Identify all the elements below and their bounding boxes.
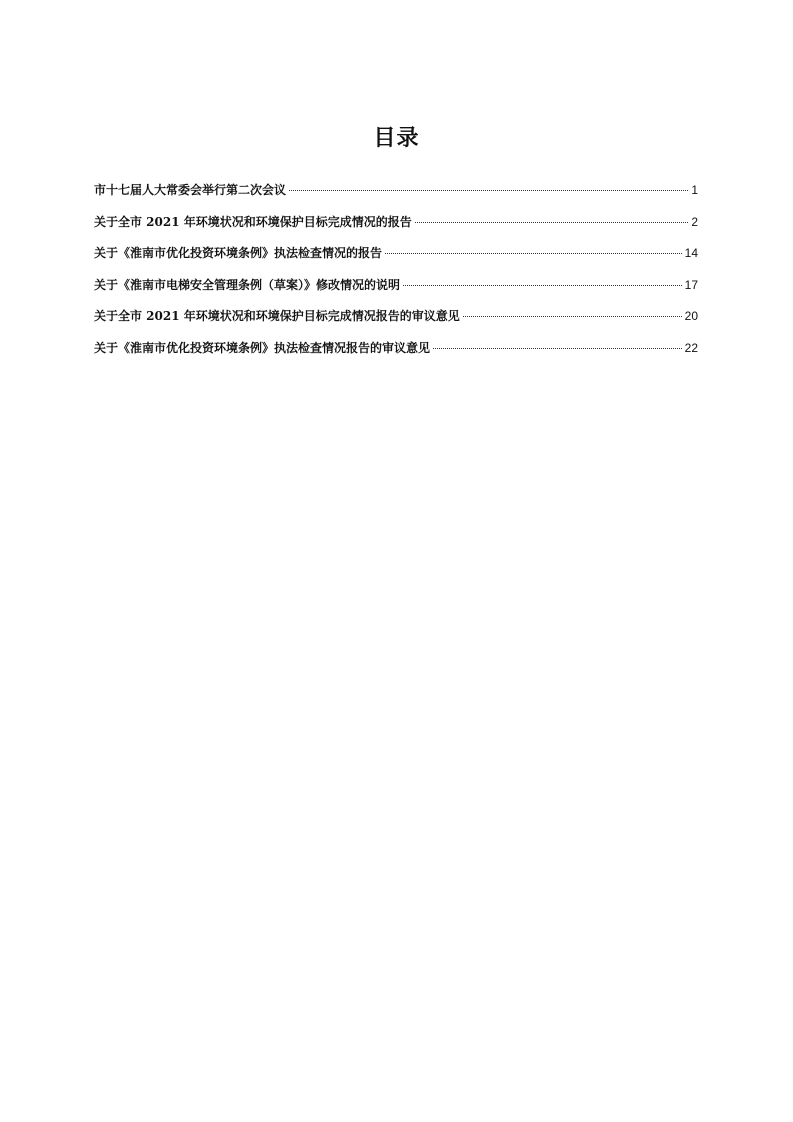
toc-entry[interactable] xyxy=(94,239,698,271)
toc-page-number: 17 xyxy=(684,277,698,292)
toc-entry[interactable] xyxy=(94,334,698,366)
toc-entry[interactable] xyxy=(94,208,698,240)
toc-entry-title: 关于《淮南市优化投资环境条例》执法检查情况的报告 xyxy=(94,246,383,261)
toc-page-number: 1 xyxy=(691,183,698,197)
toc-entry[interactable] xyxy=(94,176,698,208)
toc-entry-title: 关于全市 2021 年环境状况和环境保护目标完成情况的报告 xyxy=(94,214,412,229)
toc-entry[interactable] xyxy=(94,302,698,334)
toc-entry[interactable] xyxy=(94,271,698,303)
toc-leader-dots xyxy=(403,284,682,286)
toc-entry-title: 关于全市 2021 年环境状况和环境保护目标完成情况报告的审议意见 xyxy=(94,309,460,324)
toc-page-number: 14 xyxy=(684,246,698,261)
toc-entry-title: 市十七届人大常委会举行第二次会议 xyxy=(94,183,287,197)
toc-leader-dots xyxy=(385,252,682,254)
toc-page-number: 2 xyxy=(691,214,698,229)
toc-entry-title: 关于《淮南市电梯安全管理条例（草案）》修改情况的说明 xyxy=(94,277,401,292)
toc-leader-dots xyxy=(463,315,682,317)
toc-leader-dots xyxy=(289,189,688,191)
toc-page-number: 22 xyxy=(684,340,698,355)
toc-title: 目录 xyxy=(373,125,420,151)
toc-page-number: 20 xyxy=(684,309,698,324)
toc-leader-dots xyxy=(415,221,689,223)
toc-leader-dots xyxy=(433,347,682,349)
toc-list xyxy=(94,176,698,366)
toc-entry-title: 关于《淮南市优化投资环境条例》执法检查情况报告的审议意见 xyxy=(94,340,431,355)
